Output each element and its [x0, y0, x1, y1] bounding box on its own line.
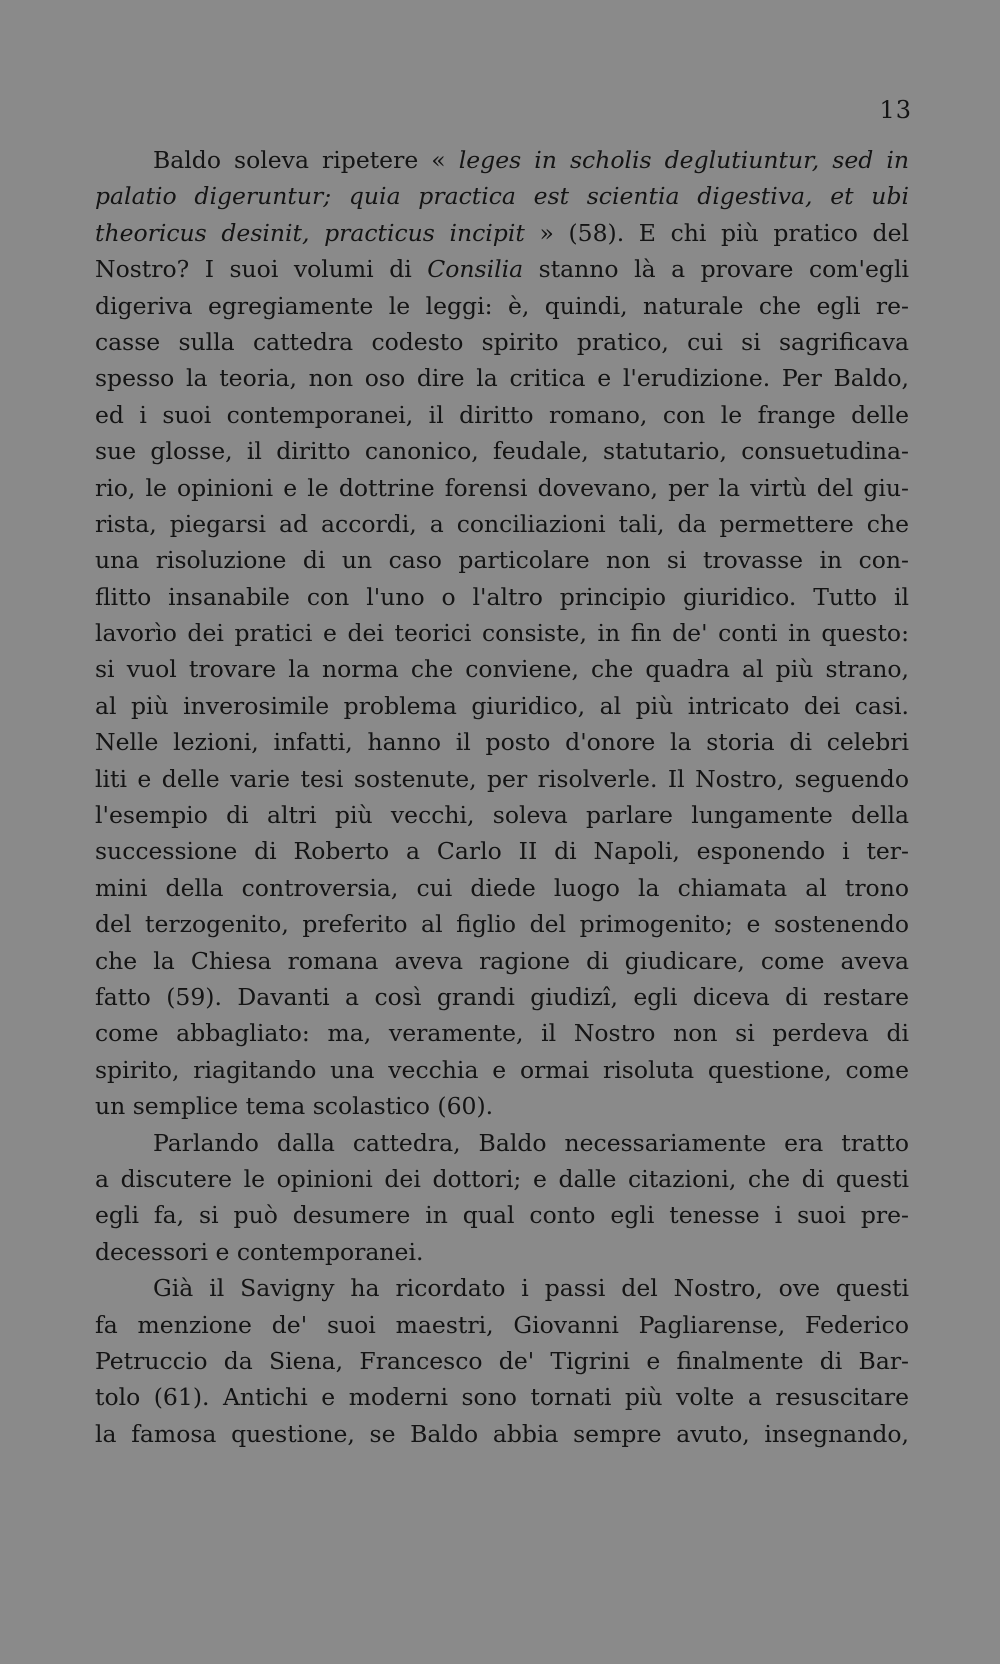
- text-line: [95, 1343, 909, 1379]
- text-span: mini della controversia, cui diede luogo la chiamata al trono: [95, 873, 909, 902]
- text-line: [95, 906, 909, 942]
- paragraph: [95, 1270, 909, 1452]
- text-span: rista, piegarsi ad accordi, a conciliazioni tali, da permettere che: [95, 509, 909, 538]
- italic-text: leges in scholis deglutiuntur, sed in: [458, 146, 910, 174]
- text-span: rio, le opinioni e le dottrine forensi dovevano, per la virtù del giu-: [95, 473, 909, 502]
- text-line: [95, 1270, 909, 1306]
- text-span: una risoluzione di un caso particolare non si trovasse in con-: [95, 546, 909, 575]
- text-line: [95, 1379, 909, 1415]
- text-span: Già il Savigny ha ricordato i passi del Nostro, ove questi: [153, 1274, 909, 1303]
- text-line: [95, 1307, 909, 1343]
- text-span: egli fa, si può desumere in qual conto egli tenesse i suoi pre-: [95, 1201, 909, 1230]
- text-line: [95, 1161, 909, 1197]
- text-span: del terzogenito, preferito al figlio del primogenito; e sostenendo: [95, 910, 909, 939]
- text-span: spirito, riagitando una vecchia e ormai risoluta questione, come: [95, 1055, 909, 1084]
- text-line: [95, 397, 909, 433]
- text-line: [95, 1088, 909, 1124]
- text-span: casse sulla cattedra codesto spirito pratico, cui si sagrificava: [95, 327, 909, 356]
- text-span: liti e delle varie tesi sostenute, per risolverle. Il Nostro, seguendo: [95, 764, 909, 793]
- text-line: [95, 360, 909, 396]
- text-span: spesso la teoria, non oso dire la critica e l'erudizione. Per Baldo,: [95, 364, 909, 393]
- text-line: [95, 542, 909, 578]
- text-line: [95, 470, 909, 506]
- italic-text: palatio digeruntur; quia practica est scientia digestiva, et ubi: [95, 182, 909, 211]
- text-line: [95, 1052, 909, 1088]
- text-line: [95, 724, 909, 760]
- text-span: al più inverosimile problema giuridico, al più intricato dei casi.: [95, 691, 909, 720]
- text-span: si vuol trovare la norma che conviene, che quadra al più strano,: [95, 655, 909, 684]
- text-span: decessori e contemporanei.: [95, 1237, 424, 1266]
- text-span: » (58). E chi più pratico del: [524, 218, 910, 247]
- text-span: Baldo soleva ripetere «: [153, 146, 459, 174]
- text-line: [95, 797, 909, 833]
- text-line: [95, 761, 909, 797]
- text-span: tolo (61). Antichi e moderni sono tornati più volte a resuscitare: [95, 1383, 909, 1412]
- text-span: sue glosse, il diritto canonico, feudale, statutario, consuetudina-: [95, 437, 909, 466]
- text-span: a discutere le opinioni dei dottori; e dalle citazioni, che di questi: [95, 1164, 909, 1193]
- text-span: che la Chiesa romana aveva ragione di giudicare, come aveva: [95, 946, 909, 975]
- text-line: [95, 870, 909, 906]
- text-line: [95, 1234, 909, 1270]
- text-line: [95, 1125, 909, 1161]
- text-line: [95, 142, 909, 178]
- text-span: lavorìo dei pratici e dei teorici consiste, in fin de' conti in questo:: [95, 619, 909, 648]
- text-line: [95, 943, 909, 979]
- text-line: [95, 651, 909, 687]
- text-line: [95, 688, 909, 724]
- text-line: [95, 433, 909, 469]
- text-span: digeriva egregiamente le leggi: è, quindi, naturale che egli re-: [95, 291, 909, 320]
- text-line: [95, 178, 909, 214]
- text-span: Nostro? I suoi volumi di: [95, 255, 428, 284]
- text-line: [95, 1197, 909, 1233]
- text-line: [95, 215, 909, 251]
- text-span: Nelle lezioni, infatti, hanno il posto d'onore la storia di celebri: [95, 728, 909, 757]
- italic-text: theoricus desinit, practicus incipit: [95, 218, 525, 247]
- text-line: [95, 506, 909, 542]
- text-span: ed i suoi contemporanei, il diritto romano, con le frange delle: [95, 400, 909, 429]
- text-line: [95, 251, 909, 287]
- text-line: [95, 833, 909, 869]
- text-line: [95, 579, 909, 615]
- text-line: [95, 288, 909, 324]
- body-text: [95, 142, 909, 1452]
- text-span: stanno là a provare com'egli: [523, 255, 909, 284]
- text-span: Petruccio da Siena, Francesco de' Tigrini e finalmente di Bar-: [95, 1346, 909, 1375]
- text-line: [95, 324, 909, 360]
- text-span: fa menzione de' suoi maestri, Giovanni Pagliarense, Federico: [95, 1310, 909, 1339]
- text-line: [95, 1416, 909, 1452]
- italic-text: Consilia: [427, 255, 524, 284]
- text-span: successione di Roberto a Carlo II di Napoli, esponendo i ter-: [95, 837, 909, 866]
- text-span: flitto insanabile con l'uno o l'altro principio giuridico. Tutto il: [95, 582, 909, 611]
- text-span: fatto (59). Davanti a così grandi giudizî, egli diceva di restare: [95, 982, 909, 1011]
- text-line: [95, 979, 909, 1015]
- text-span: un semplice tema scolastico (60).: [95, 1092, 494, 1121]
- text-line: [95, 1015, 909, 1051]
- text-span: come abbagliato: ma, veramente, il Nostro non si perdeva di: [95, 1019, 909, 1048]
- text-span: Parlando dalla cattedra, Baldo necessariamente era tratto: [153, 1128, 909, 1157]
- text-span: l'esempio di altri più vecchi, soleva parlare lungamente della: [95, 801, 909, 830]
- page-number: 13: [879, 96, 912, 124]
- text-span: la famosa questione, se Baldo abbia sempre avuto, insegnando,: [95, 1419, 909, 1448]
- text-line: [95, 615, 909, 651]
- paragraph: [95, 1125, 909, 1271]
- paragraph: [95, 142, 909, 1125]
